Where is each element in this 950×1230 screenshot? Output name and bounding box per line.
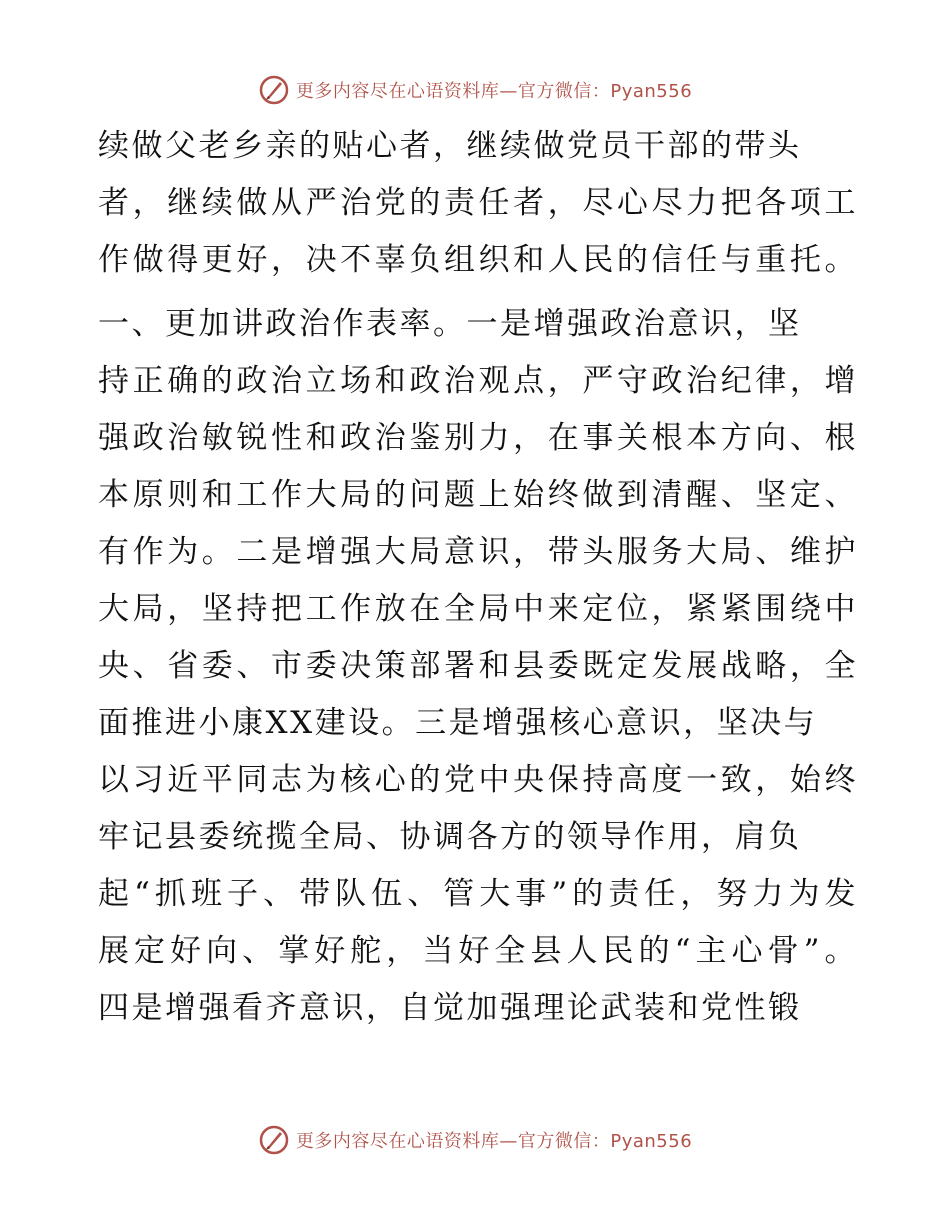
banner-wechat-id: Pyan556 <box>610 1131 693 1152</box>
text-line: 以习近平同志为核心的党中央保持高度一致，始终 <box>98 762 858 798</box>
banner-wechat-id: Pyan556 <box>610 81 693 102</box>
text-line: 强政治敏锐性和政治鉴别力，在事关根本方向、根 <box>98 420 858 456</box>
text-line: 作做得更好，决不辜负组织和人民的信任与重托。 <box>98 242 858 278</box>
section-heading-line: 一、更加讲政治作表率。一是增强政治意识，坚 <box>98 306 802 342</box>
footer-banner <box>0 1120 950 1160</box>
text-line: 四是增强看齐意识，自觉加强理论武装和党性锻 <box>98 990 802 1026</box>
quill-pen-logo-icon <box>258 1124 290 1156</box>
text-line: 起“抓班子、带队伍、管大事”的责任，努力为发 <box>98 876 858 912</box>
text-line: 央、省委、市委决策部署和县委既定发展战略，全 <box>98 648 858 684</box>
text-line: 有作为。二是增强大局意识，带头服务大局、维护 <box>98 534 858 570</box>
text-line: 牢记县委统揽全局、协调各方的领导作用，肩负 <box>98 819 802 855</box>
document-body <box>98 118 858 1037</box>
banner-title: 更多内容尽在心语资料库 <box>295 81 500 102</box>
banner-dash: — <box>499 1131 518 1152</box>
banner-text <box>296 1127 692 1153</box>
text-line: 续做父老乡亲的贴心者，继续做党员干部的带头 <box>98 128 802 164</box>
text-line: 本原则和工作大局的问题上始终做到清醒、坚定、 <box>98 477 858 513</box>
quill-pen-logo-icon <box>258 74 290 106</box>
text-line: 面推进小康XX建设。三是增强核心意识，坚决与 <box>98 705 818 741</box>
text-line: 持正确的政治立场和政治观点，严守政治纪律，增 <box>98 363 858 399</box>
banner-text <box>296 77 692 103</box>
banner-title: 更多内容尽在心语资料库 <box>295 1131 500 1152</box>
text-line: 大局，坚持把工作放在全局中来定位，紧紧围绕中 <box>98 591 858 627</box>
banner-wechat-label: 官方微信： <box>517 1131 611 1152</box>
banner-dash: — <box>499 81 518 102</box>
text-line: 展定好向、掌好舵，当好全县人民的“主心骨”。 <box>98 933 858 969</box>
banner-wechat-label: 官方微信： <box>517 81 611 102</box>
text-line: 者，继续做从严治党的责任者，尽心尽力把各项工 <box>98 185 858 221</box>
header-banner <box>0 70 950 110</box>
